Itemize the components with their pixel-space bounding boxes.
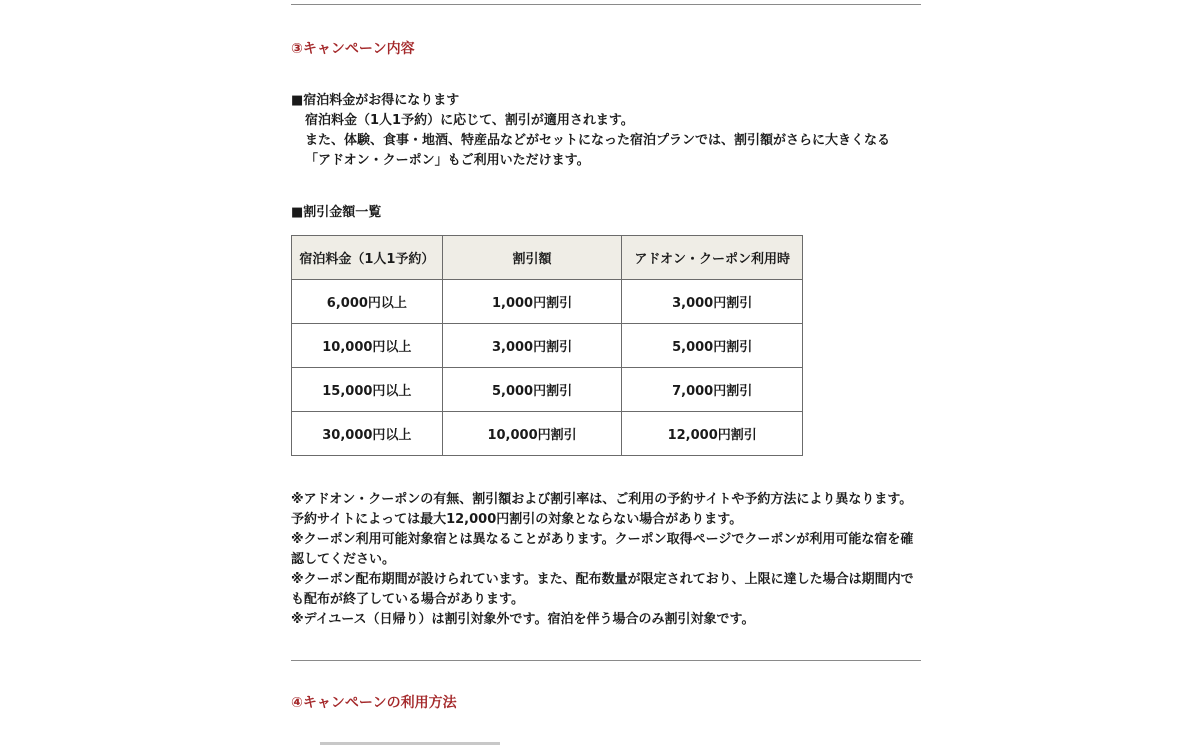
divider-top: [291, 4, 921, 5]
table-cell: 3,000円割引: [622, 280, 803, 324]
note-item: ※デイユース（日帰り）は割引対象外です。宿泊を伴う場合のみ割引対象です。: [291, 612, 755, 627]
table-header-cell: アドオン・クーポン利用時: [622, 236, 803, 280]
note-item: ※クーポン利用可能対象宿とは異なることがあります。クーポン取得ページでクーポンが利用可能な宿を確認してください。: [291, 532, 914, 567]
table-cell: 5,000円割引: [622, 324, 803, 368]
sub-heading-discount-table: ■割引金額一覧: [291, 205, 382, 220]
table-cell: 7,000円割引: [622, 368, 803, 412]
lodging-discount-line-3: 「アドオン・クーポン」もご利用いただけます。: [305, 153, 590, 168]
section-heading-how-to-use: ④キャンペーンの利用方法: [291, 695, 457, 711]
table-cell: 6,000円以上: [292, 280, 443, 324]
divider-middle: [291, 660, 921, 661]
table-cell: 30,000円以上: [292, 412, 443, 456]
table-row: [292, 280, 803, 324]
section-heading-campaign-details: ③キャンペーン内容: [291, 41, 415, 57]
table-cell: 10,000円以上: [292, 324, 443, 368]
notes-list: [291, 490, 921, 630]
note-item: ※クーポン配布期間が設けられています。また、配布数量が限定されており、上限に達した場合は期間内でも配布が終了している場合があります。: [291, 572, 914, 607]
table-header-cell: 割引額: [442, 236, 622, 280]
table-header-row: [292, 236, 803, 280]
table-cell: 1,000円割引: [442, 280, 622, 324]
campaign-content: [291, 0, 921, 713]
table-row: [292, 324, 803, 368]
table-cell: 5,000円割引: [442, 368, 622, 412]
lodging-discount-line-2: また、体験、食事・地酒、特産品などがセットになった宿泊プランでは、割引額がさらに大きくなる: [305, 133, 891, 148]
sub-heading-lodging-discount: ■宿泊料金がお得になります: [291, 93, 460, 108]
note-item: ※アドオン・クーポンの有無、割引額および割引率は、ご利用の予約サイトや予約方法により異なります。予約サイトによっては最大12,000円割引の対象とならない場合があります。: [291, 492, 913, 527]
lodging-discount-line-1: 宿泊料金（1人1予約）に応じて、割引が適用されます。: [305, 113, 634, 128]
table-cell: 3,000円割引: [442, 324, 622, 368]
table-cell: 15,000円以上: [292, 368, 443, 412]
table-cell: 10,000円割引: [442, 412, 622, 456]
table-cell: 12,000円割引: [622, 412, 803, 456]
table-header-cell: 宿泊料金（1人1予約）: [292, 236, 443, 280]
table-row: [292, 412, 803, 456]
table-row: [292, 368, 803, 412]
discount-table: [291, 235, 803, 456]
cut-off-text-fragment: [320, 742, 500, 747]
